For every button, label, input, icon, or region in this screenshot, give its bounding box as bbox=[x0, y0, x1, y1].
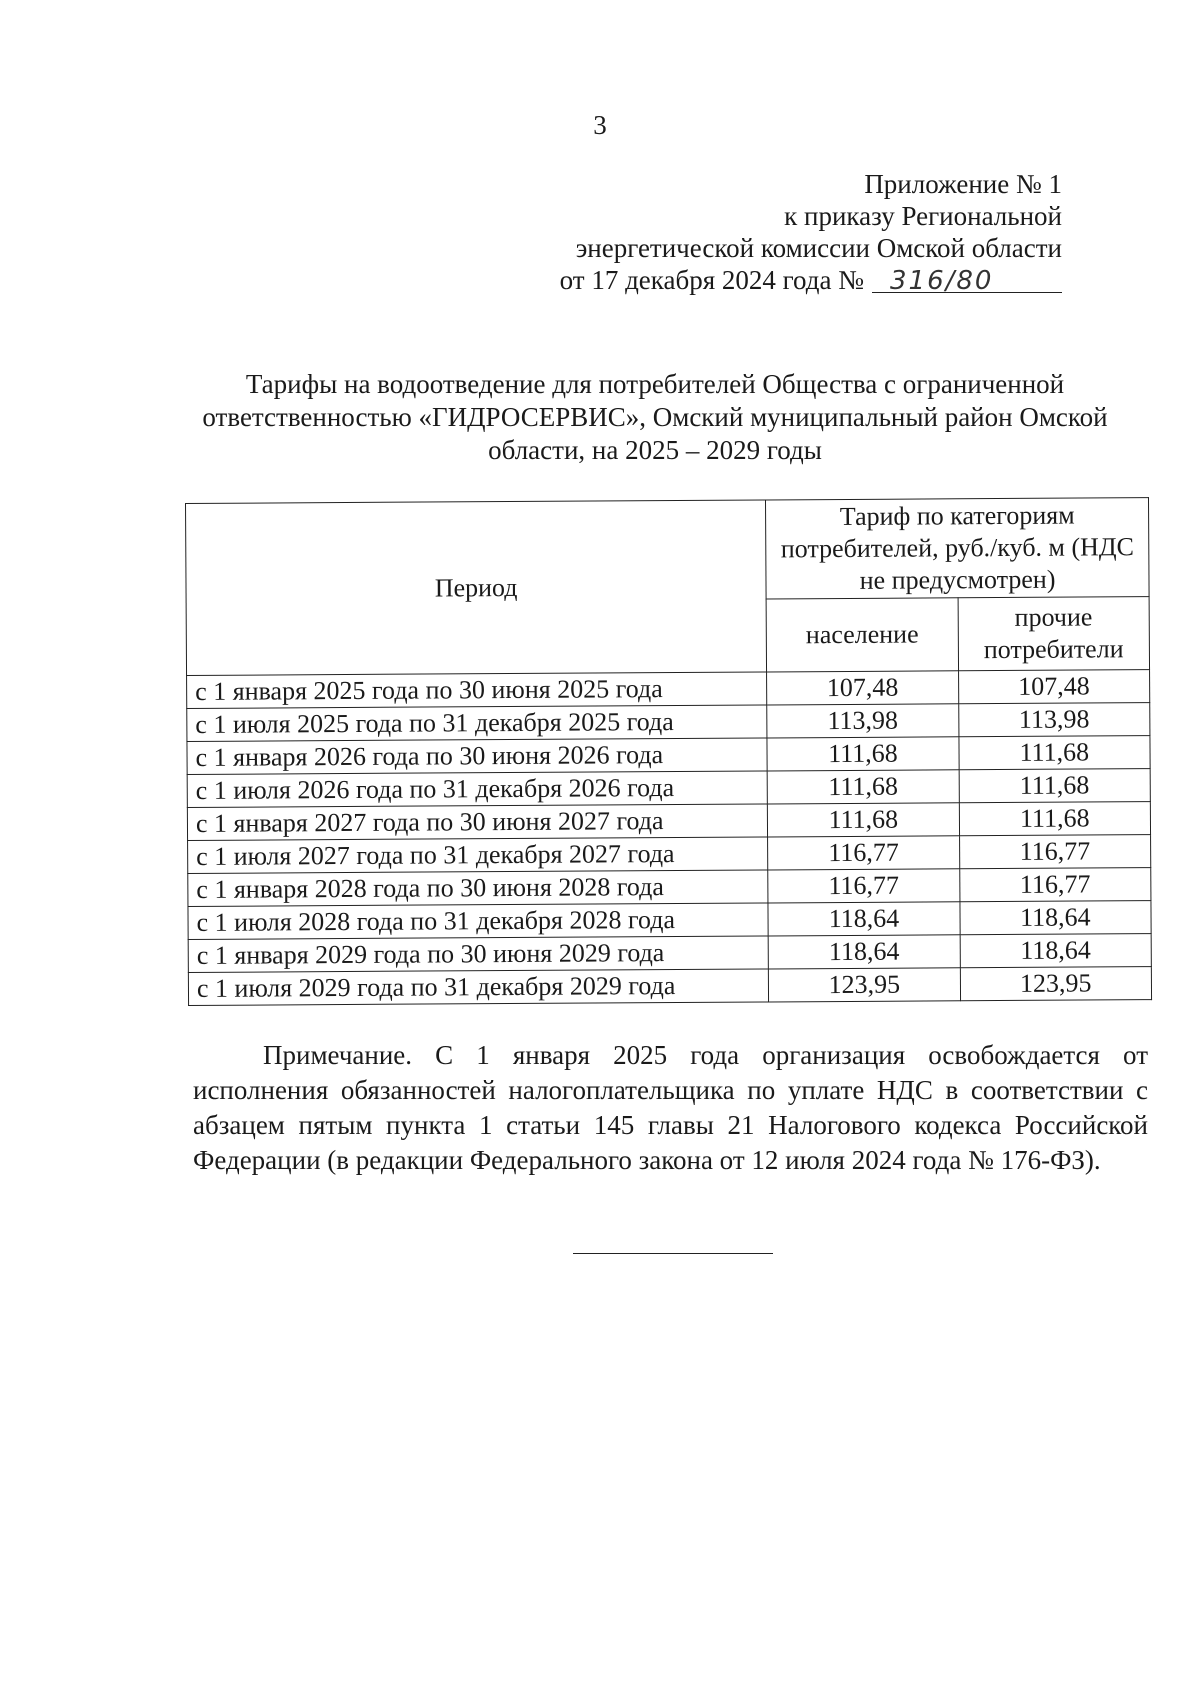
other-tariff-cell: 111,68 bbox=[959, 769, 1151, 803]
document-title: Тарифы на водоотведение для потребителей Общества с ограниченной ответственностью «ГИДРОСЕРВИС», Омский муниципальный район Омской области, на 2025 – 2029 годы bbox=[202, 369, 1108, 465]
tariff-group-header: Тариф по категориям потребителей, руб./куб. м (НДС не предусмотрен) bbox=[766, 498, 1149, 599]
other-tariff-cell: 116,77 bbox=[959, 835, 1151, 869]
period-cell: с 1 января 2028 года по 30 июня 2028 года bbox=[188, 870, 768, 907]
population-tariff-cell: 118,64 bbox=[768, 902, 960, 936]
period-cell: с 1 июля 2027 года по 31 декабря 2027 года bbox=[188, 837, 768, 874]
population-tariff-cell: 123,95 bbox=[769, 968, 961, 1002]
population-tariff-cell: 118,64 bbox=[768, 935, 960, 969]
other-tariff-cell: 118,64 bbox=[960, 934, 1152, 968]
end-divider bbox=[573, 1253, 773, 1254]
population-tariff-cell: 116,77 bbox=[768, 836, 960, 870]
note-text: Примечание. С 1 января 2025 года организация освобождается от исполнения обязанностей налогоплательщика по уплате НДС в соответствии с абзацем пятым пункта 1 статьи 145 главы 21 Налогового кодекса Российской Федерации (в редакции Федерального закона от 12 июля 2024 года № 176-ФЗ). bbox=[193, 1040, 1148, 1175]
other-tariff-cell: 107,48 bbox=[958, 670, 1150, 704]
period-cell: с 1 января 2025 года по 30 июня 2025 года bbox=[187, 672, 767, 709]
appendix-line-4 bbox=[560, 264, 1062, 296]
order-number-handwritten: 316/80 bbox=[890, 266, 994, 296]
other-tariff-cell: 116,77 bbox=[959, 868, 1151, 902]
period-cell: с 1 июля 2028 года по 31 декабря 2028 года bbox=[188, 903, 768, 940]
other-tariff-cell: 111,68 bbox=[959, 736, 1151, 770]
period-cell: с 1 января 2026 года по 30 июня 2026 года bbox=[187, 738, 767, 775]
population-tariff-cell: 111,68 bbox=[767, 770, 959, 804]
population-tariff-cell: 107,48 bbox=[767, 671, 959, 705]
page-number: 3 bbox=[593, 110, 607, 140]
tariff-table bbox=[185, 497, 1152, 1006]
table-row bbox=[188, 967, 1151, 1006]
other-tariff-cell: 123,95 bbox=[960, 967, 1152, 1001]
note-paragraph bbox=[193, 1038, 1148, 1178]
appendix-line-3: энергетической комиссии Омской области bbox=[575, 233, 1062, 263]
order-number-field bbox=[872, 264, 1062, 296]
population-tariff-cell: 116,77 bbox=[768, 869, 960, 903]
population-tariff-cell: 111,68 bbox=[767, 737, 959, 771]
appendix-header bbox=[560, 168, 1062, 296]
population-tariff-cell: 111,68 bbox=[768, 803, 960, 837]
order-date-text: от 17 декабря 2024 года № bbox=[559, 265, 864, 295]
population-tariff-cell: 113,98 bbox=[767, 704, 959, 738]
period-cell: с 1 января 2027 года по 30 июня 2027 года bbox=[187, 804, 767, 841]
period-cell: с 1 января 2029 года по 30 июня 2029 года bbox=[188, 936, 768, 973]
other-tariff-cell: 113,98 bbox=[958, 703, 1150, 737]
other-consumers-header: прочие потребители bbox=[958, 597, 1150, 671]
other-tariff-cell: 118,64 bbox=[960, 901, 1152, 935]
period-cell: с 1 июля 2029 года по 31 декабря 2029 года bbox=[188, 969, 768, 1006]
appendix-line-1: Приложение № 1 bbox=[864, 169, 1062, 199]
period-cell: с 1 июля 2026 года по 31 декабря 2026 года bbox=[187, 771, 767, 808]
period-header: Период bbox=[186, 500, 767, 676]
other-tariff-cell: 111,68 bbox=[959, 802, 1151, 836]
period-cell: с 1 июля 2025 года по 31 декабря 2025 года bbox=[187, 705, 767, 742]
population-header: население bbox=[766, 598, 958, 672]
appendix-line-2: к приказу Региональной bbox=[784, 201, 1062, 231]
